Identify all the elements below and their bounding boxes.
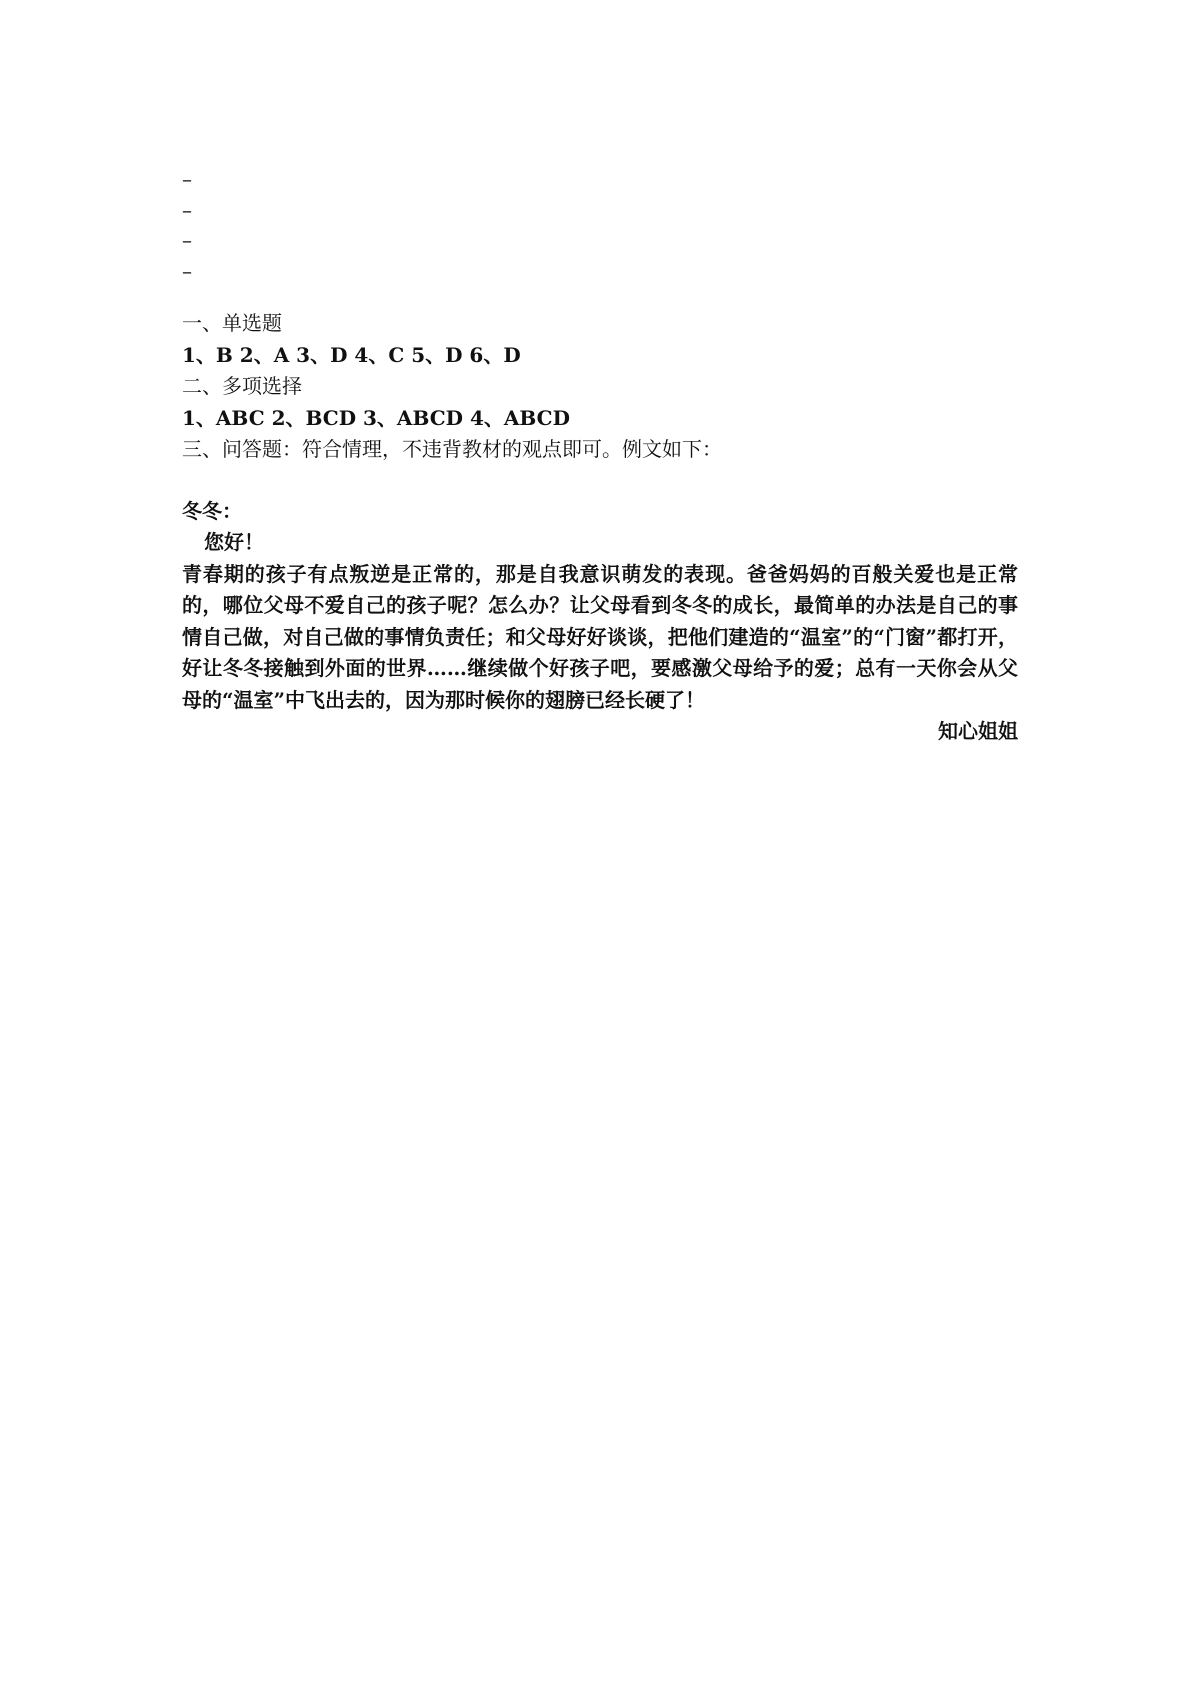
- spacer: [182, 466, 1018, 496]
- dash-mark-4: –: [182, 258, 192, 283]
- section-2-title: 二、多项选择: [182, 374, 302, 398]
- dash-mark-1: –: [182, 167, 192, 191]
- letter-greeting: 您好！: [204, 530, 264, 554]
- spacer: [182, 286, 1018, 308]
- section-1-answers: 1、B 2、A 3、D 4、C 5、D 6、D: [182, 342, 521, 367]
- letter-salutation: 冬冬：: [182, 498, 242, 523]
- letter-body: 青春期的孩子有点叛逆是正常的，那是自我意识萌发的表现。爸爸妈妈的百般关爱也是正常的，哪位父母不爱自己的孩子呢？怎么办？让父母看到冬冬的成长，最简单的办法是自己的事情自己做，对自己做的事情负责任；和父母好好谈谈，把他们建造的“温室”的“门窗”都打开，好让冬冬接触到外面的世界……继续做个好孩子吧，要感激父母给予的爱；总有一天你会从父母的“温室”中飞出去的，因为那时候你的翅膀已经长硬了！: [182, 561, 1018, 712]
- answer-key-content: [182, 164, 1018, 748]
- section-1-title: 一、单选题: [182, 311, 282, 335]
- letter-signature: 知心姐姐: [938, 719, 1018, 743]
- section-3-title: 三、问答题：符合情理，不违背教材的观点即可。例文如下：: [182, 437, 722, 461]
- dash-mark-2: –: [182, 197, 192, 222]
- dash-mark-3: –: [182, 228, 192, 252]
- section-2-answers: 1、ABC 2、BCD 3、ABCD 4、ABCD: [182, 405, 570, 430]
